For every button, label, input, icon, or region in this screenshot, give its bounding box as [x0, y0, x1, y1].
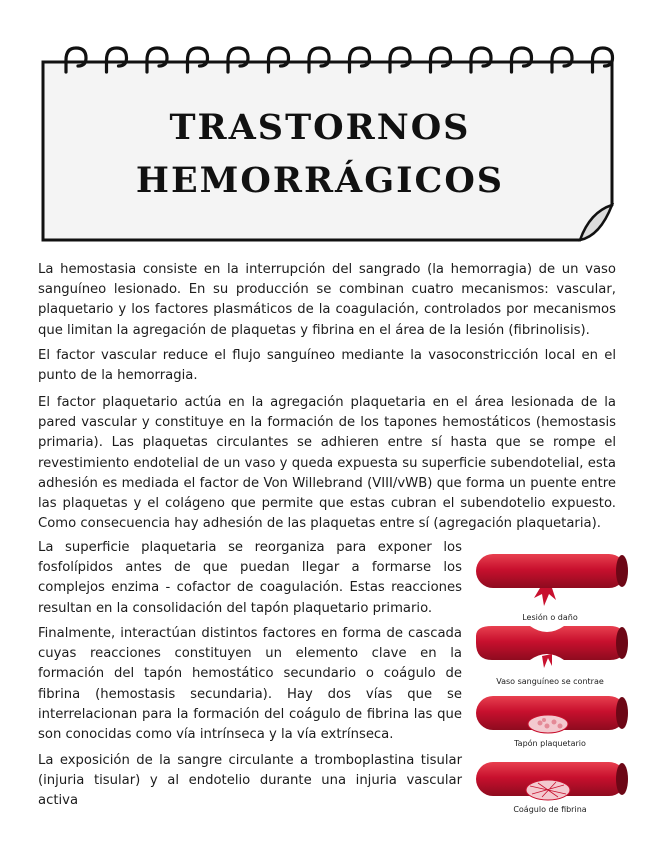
paragraph-superficie-plaquetaria: La superficie plaquetaria se reorganiza para exponer los fosfolípidos antes de que puedan llegar a formarse los complejos enzima - cofactor de coagulación. Estas reacciones resultan en la consolidación del tapón plaquetario primario. [38, 540, 462, 616]
caption-constriction: Vaso sanguíneo se contrae [496, 677, 604, 686]
caption-fibrin-clot: Coágulo de fibrina [513, 805, 587, 814]
vessel-injury [476, 554, 628, 606]
paragraph-hemostasia: La hemostasia consiste en la interrupción del sangrado (la hemorragia) de un vaso sanguíneo lesionado. En su producción se combinan cuatro mecanismos: vascular, plaquetario y los factores plasmáticos de la coagulación, controlados por mecanismos que limitan la agregación de plaquetas y fibrina en el área de la lesión (fibrinolisis). [38, 262, 616, 338]
paragraph-tromboplastina: La exposición de la sangre circulante a tromboplastina tisular (injuria tisular) y al endotelio durante una injuria vascular activa [38, 753, 462, 809]
page-title-line-1: TRASTORNOS [169, 107, 471, 148]
vessel-fibrin-clot [476, 762, 628, 800]
vessel-constricted [476, 626, 628, 668]
caption-platelet-plug: Tapón plaquetario [514, 739, 586, 748]
paragraph-cascada: Finalmente, interactúan distintos factores en forma de cascada cuyas reacciones constituyen un elemento clave en la formación del tapón hemostático secundario o coágulo de fibrina (hemostasis secundaria). Hay dos vías que se interrelacionan para la formación del coágulo de fibrina las que son conocidas como vía intrínseca y la vía extrínseca. [38, 626, 462, 743]
vessel-platelet-plug [476, 696, 628, 733]
paragraph-factor-vascular: El factor vascular reduce el flujo sanguíneo mediante la vasoconstricción local en el punto de la hemorragia. [38, 348, 616, 384]
notebook-card [43, 62, 612, 240]
paragraph-factor-plaquetario: El factor plaquetario actúa en la agregación plaquetaria en el área lesionada de la pared vascular y constituye en la formación de los tapones hemostáticos (hemostasis primaria). Las plaquetas circulantes se adhieren entre sí hasta que se rompe el revestimiento endotelial de un vaso y queda expuesta su superficie subendotelial, esta adhesión es mediada el factor de Von Willebrand (VIII/vWB) que forma un puente entre las plaquetas y el colágeno que permite que estas cubran el subendotelio expuesto. Como consecuencia hay adhesión de las plaquetas entre sí (agregación plaquetaria). [38, 395, 616, 532]
caption-injury: Lesión o daño [522, 613, 578, 622]
hemostasis-figure [472, 540, 634, 820]
page-title-line-2: HEMORRÁGICOS [135, 160, 505, 201]
